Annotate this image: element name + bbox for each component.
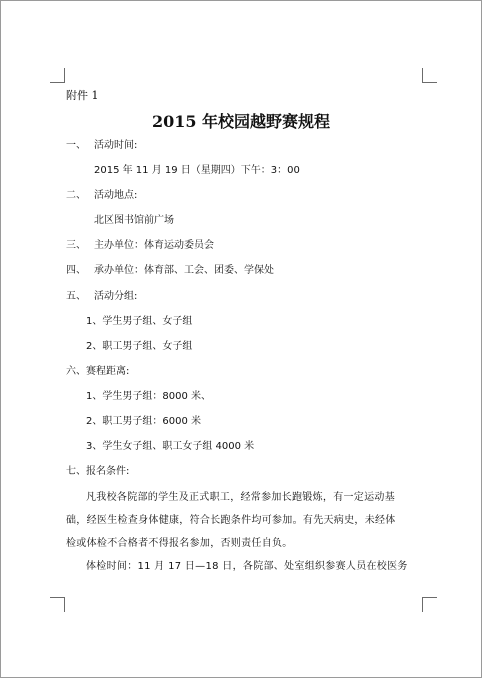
section-1-detail: 2015 年 11 月 19 日（星期四）下午：3：00 (94, 165, 300, 176)
paragraph-line: 检或体检不合格者不得报名参加，否则责任自负。 (66, 538, 293, 549)
section-6-item: 1、学生男子组：8000 米、 (86, 391, 211, 402)
section-6-item: 2、职工男子组：6000 米 (86, 416, 201, 427)
section-3-number: 三、 (66, 240, 86, 251)
paragraph-line: 凡我校各院部的学生及正式职工，经常参加长跑锻炼，有一定运动基 (86, 492, 395, 503)
paragraph-line: 础，经医生检查身体健康，符合长跑条件均可参加。有先天病史，未经体 (66, 515, 396, 526)
section-6-item: 3、学生女子组、职工女子组 4000 米 (86, 441, 255, 452)
section-2-number: 二、 (66, 190, 86, 201)
section-5-item: 2、职工男子组、女子组 (86, 341, 193, 352)
section-4-label: 承办单位：体育部、工会、团委、学保处 (94, 265, 274, 276)
section-7-label: 七、报名条件: (66, 466, 130, 477)
section-4-number: 四、 (66, 265, 86, 276)
section-2-detail: 北区图书馆前广场 (94, 215, 174, 226)
attachment-label: 附件 1 (66, 89, 99, 102)
section-5-label: 活动分组: (94, 291, 138, 302)
section-5-item: 1、学生男子组、女子组 (86, 316, 193, 327)
section-5-number: 五、 (66, 291, 86, 302)
section-1-label: 活动时间: (94, 140, 138, 151)
section-6-label: 六、赛程距离: (66, 366, 130, 377)
section-1-number: 一、 (66, 140, 86, 151)
document-title: 2015 年校园越野赛规程 (151, 112, 331, 131)
section-7-paragraph (66, 486, 426, 578)
section-2-label: 活动地点: (94, 190, 138, 201)
paragraph-line: 体检时间：11 月 17 日—18 日，各院部、处室组织参赛人员在校医务 (86, 561, 408, 572)
section-3-label: 主办单位：体育运动委员会 (94, 240, 214, 251)
